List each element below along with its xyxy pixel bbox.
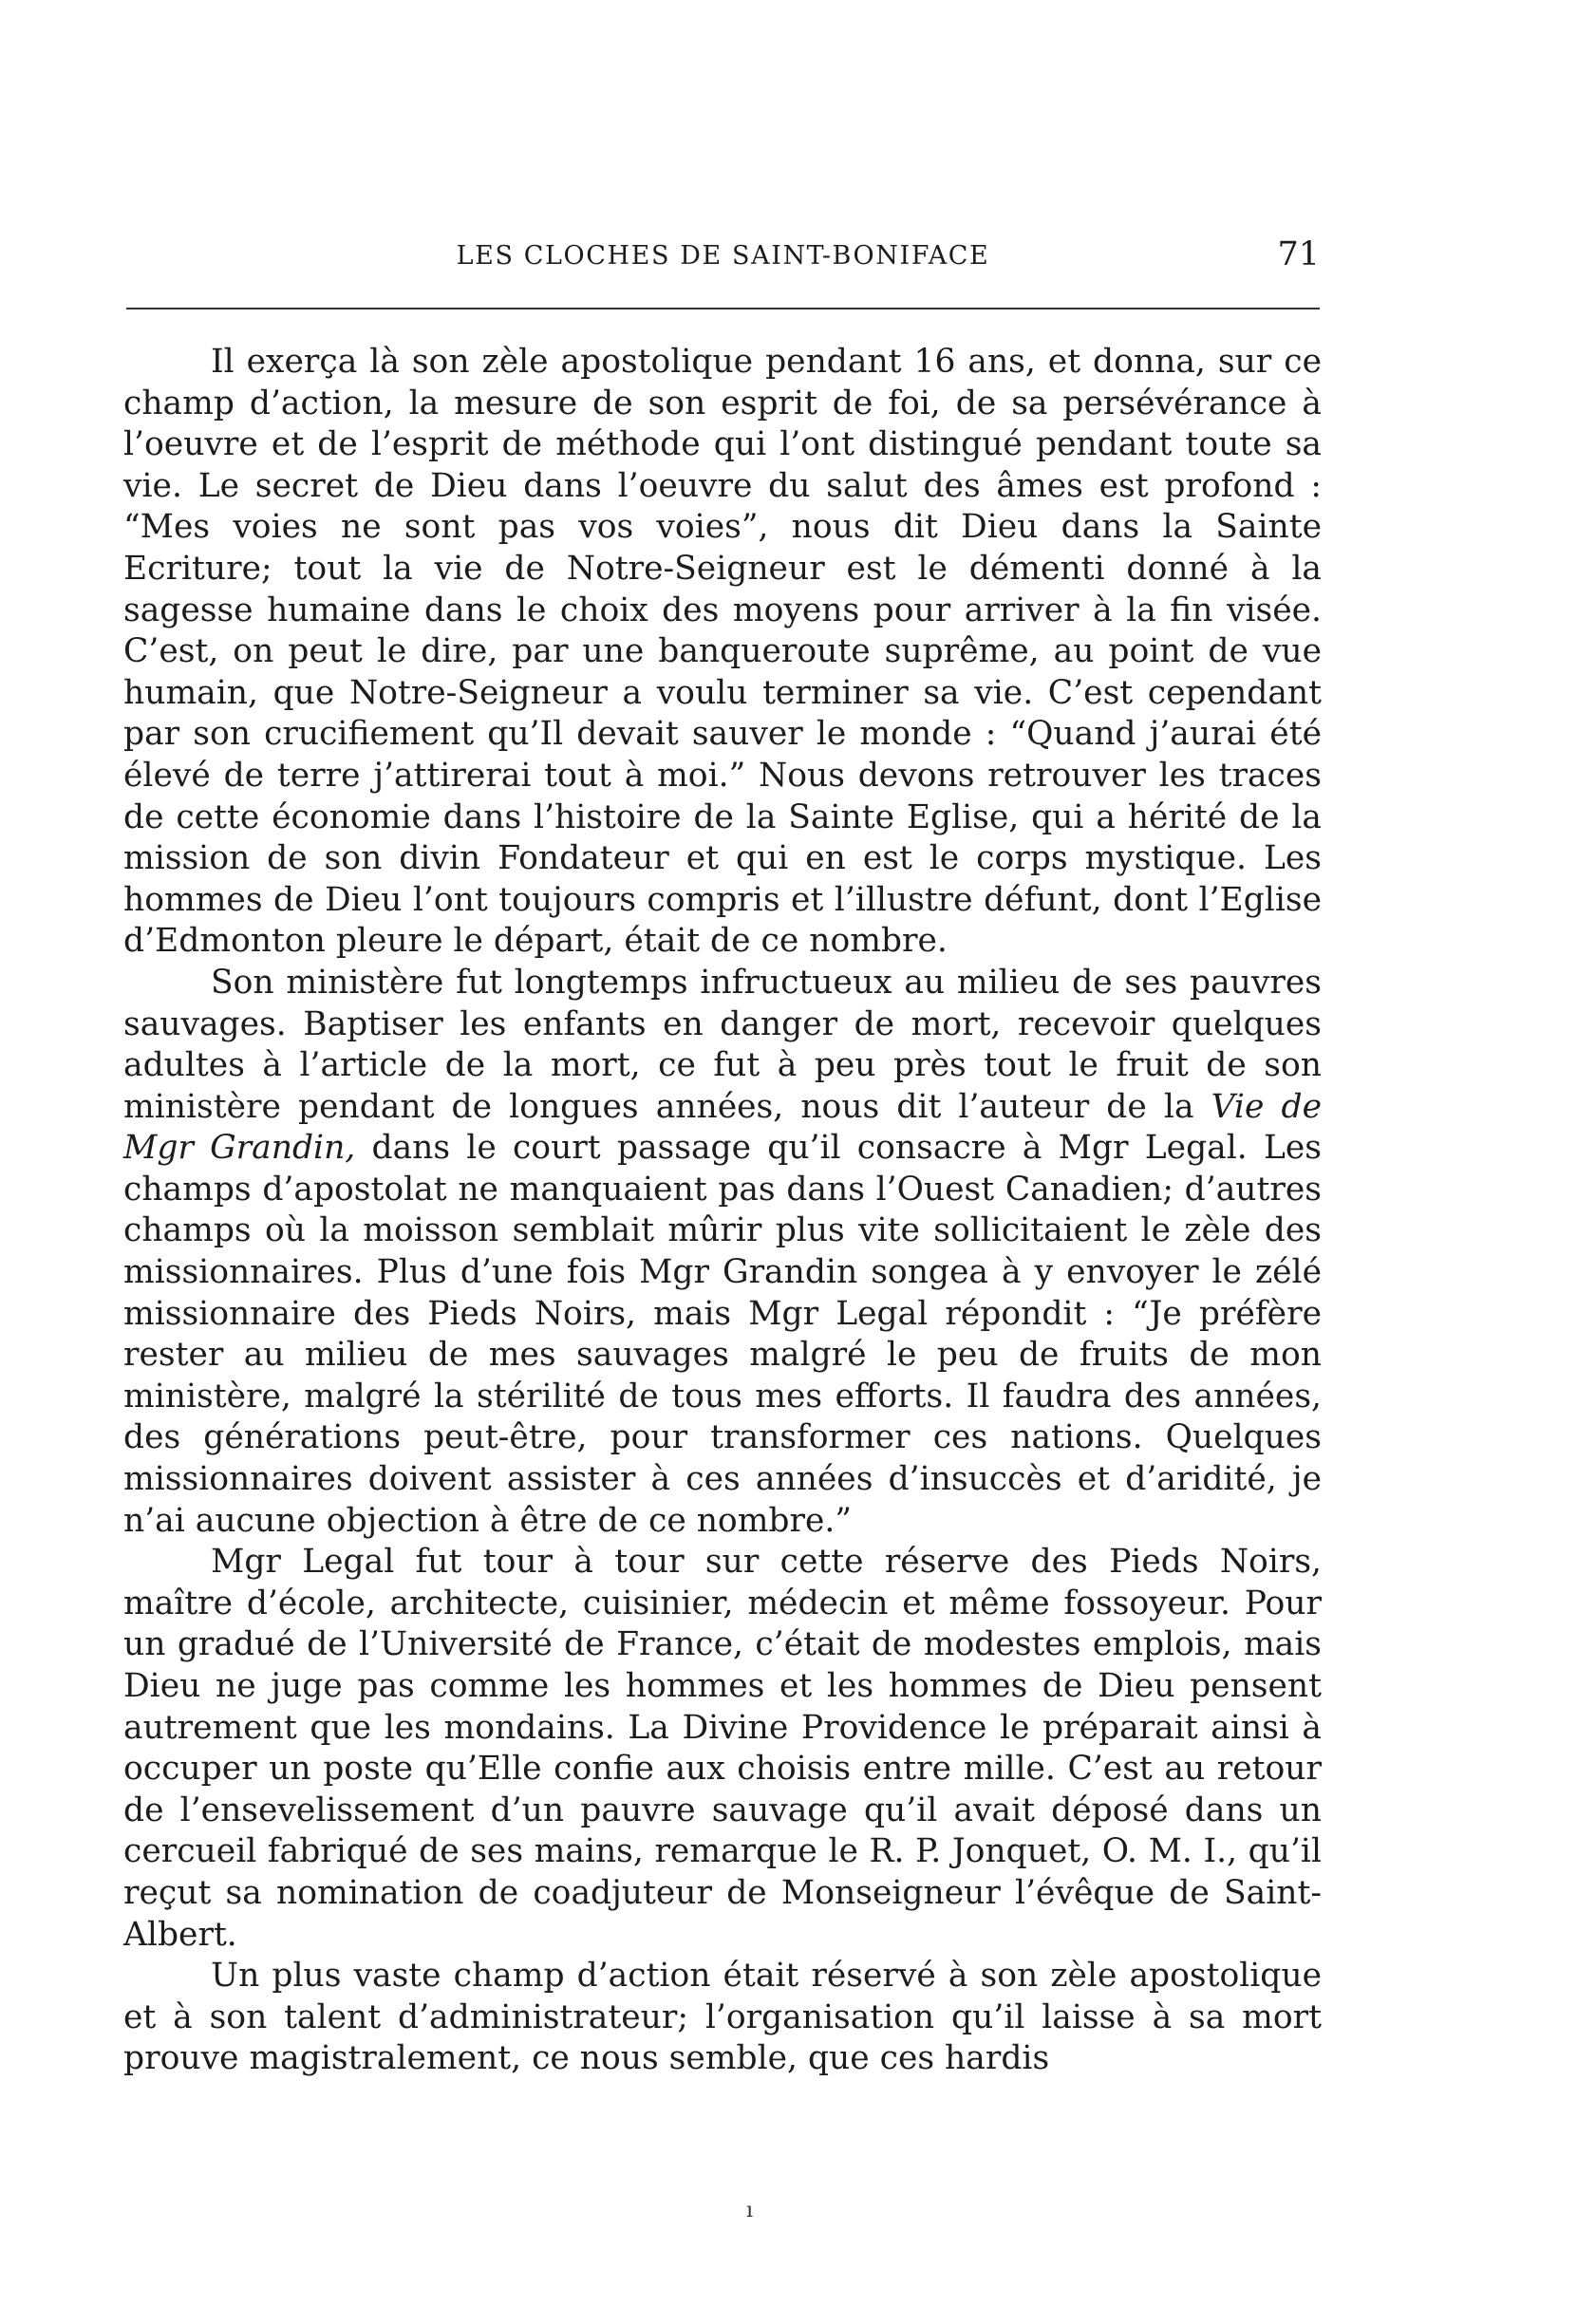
paragraph-1 — [123, 342, 1322, 963]
paragraph-3 — [123, 1542, 1322, 1956]
running-head — [126, 235, 1320, 283]
book-title-italic: Vie de Mgr Grandin, — [123, 1087, 1322, 1168]
paragraph-text: Un plus vaste champ d’action était réservé à son zèle apostolique et à son talent d’administrateur; l’organisation qu’il laisse à sa mort prouve magistralement, ce nous semble, que ces hardis — [123, 1957, 1322, 2078]
paragraph-text: Il exerça là son zèle apostolique pendant 16 ans, et donna, sur ce champ d’action, la mesure de son esprit de foi, de sa persévérance à l’oeuvre et de l’esprit de méthode qui l’ont distingué pendant toute sa vie. Le secret de Dieu dans l’oeuvre du salut des âmes est profond : “Mes voies ne sont pas vos voies”, nous dit Dieu dans la Sainte Ecriture; tout la vie de Notre-Seigneur est le démenti donné à la sagesse humaine dans le choix des moyens pour arriver à la fin visée. C’est, on peut le dire, par une banqueroute suprême, au point de vue humain, que Notre-Seigneur a voulu terminer sa vie. C’est cependant par son crucifiement qu’Il devait sauver le monde : “Quand j’aurai été élevé de terre j’attirerai tout à moi.” Nous devons retrouver les traces de cette économie dans l’histoire de la Sainte Eglise, qui a hérité de la mission de son divin Fondateur et qui en est le corps mystique. Les hommes de Dieu l’ont toujours compris et l’illustre défunt, dont l’Eglise d’Edmonton pleure le départ, était de ce nombre. — [123, 343, 1322, 961]
paragraph-2 — [123, 963, 1322, 1542]
footer-mark: ı — [746, 2199, 754, 2222]
paragraph-text: dans le court passage qu’il consacre à Mgr Legal. Les champs d’apostolat ne manquaient pas dans l’Ouest Canadien; d’autres champs où la moisson semblait mûrir plus vite sollicitaient le zèle des missionnaires. Plus d’une fois Mgr Grandin songea à y envoyer le zélé missionnaire des Pieds Noirs, mais Mgr Legal répondit : “Je préfère rester au milieu de mes sauvages malgré le peu de fruits de mon ministère, malgré la stérilité de tous mes efforts. Il faudra des années, des générations peut-être, pour transformer ces nations. Quelques missionnaires doivent assister à ces années d’insuccès et d’aridité, je n’ai aucune objection à être de ce nombre.” — [123, 1129, 1323, 1540]
body-text — [123, 342, 1322, 2080]
running-title: LES CLOCHES DE SAINT-BONIFACE — [456, 241, 990, 271]
paragraph-text: Mgr Legal fut tour à tour sur cette réserve des Pieds Noirs, maître d’école, architecte, cuisinier, médecin et même fossoyeur. Pour un gradué de l’Université de France, c’était de modestes emplois, mais Dieu ne juge pas comme les hommes et les hommes de Dieu pensent autrement que les mondains. La Divine Providence le préparait ainsi à occuper un poste qu’Elle confie aux choisis entre mille. C’est au retour de l’ensevelissement d’un pauvre sauvage qu’il avait déposé dans un cercueil fabriqué de ses mains, remarque le R. P. Jonquet, O. M. I., qu’il reçut sa nomination de coadjuteur de Monseigneur l’évêque de Saint-Albert. — [123, 1543, 1322, 1954]
page-number: 71 — [1277, 235, 1320, 273]
header-rule — [126, 308, 1320, 309]
paragraph-text: Son ministère fut longtemps infructueux au milieu de ses pauvres sauvages. Baptiser les enfants en danger de mort, recevoir quelques adultes à l’article de la mort, ce fut à peu près tout le fruit de son ministère pendant de longues années, nous dit l’auteur de la — [123, 963, 1322, 1126]
paragraph-4 — [123, 1956, 1322, 2080]
